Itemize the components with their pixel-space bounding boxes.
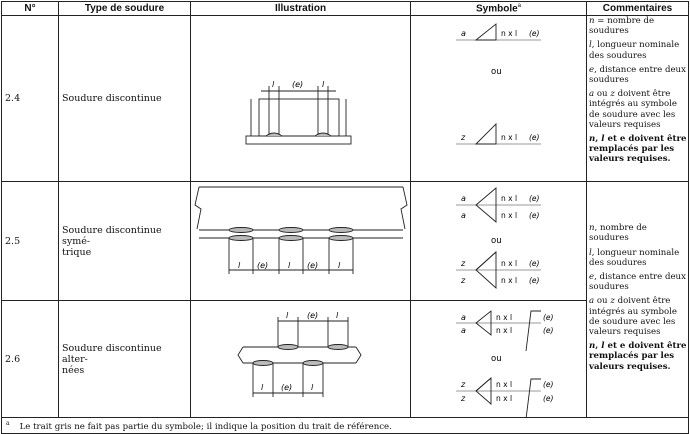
comment-text: ,: [595, 341, 602, 352]
weld-symbol-table: [1, 1, 689, 434]
comment-variable: z: [610, 296, 615, 307]
dim-l: l: [286, 311, 289, 320]
footnote-row: [2, 418, 689, 434]
comment-variable: l: [601, 134, 605, 145]
comment-item: [589, 89, 688, 130]
comment-text: doivent être intégrés au symbole de soudure avec les valeurs requises: [589, 89, 677, 130]
table-header-row: [2, 2, 689, 16]
header-symbol-footnote-mark: a: [517, 2, 522, 9]
symbol-a: a: [461, 29, 466, 38]
comment-item: [589, 40, 688, 60]
comment-variable: a: [589, 89, 595, 100]
dim-l: l: [288, 261, 291, 270]
symbol-cell: [411, 182, 587, 301]
symbol-z: z: [461, 380, 466, 389]
comment-text: ou: [594, 296, 611, 307]
symbol-diagram: [411, 16, 587, 181]
dim-l: l: [238, 261, 241, 270]
header-illustration: Illustration: [191, 2, 411, 16]
row-type: Soudure discontinue alter- nées: [59, 301, 191, 418]
comment-text: , longueur nominale des soudures: [589, 40, 680, 61]
comment-text: , nombre de soudures: [589, 223, 647, 244]
comment-item: [589, 248, 688, 268]
dim-l: l: [261, 383, 264, 392]
comment-item: [589, 65, 688, 85]
symbol-e: (e): [529, 29, 540, 38]
comment-variable: e: [589, 64, 595, 75]
or-label: ou: [491, 236, 502, 246]
table-row: [2, 301, 689, 418]
dim-e: (e): [292, 80, 304, 89]
symbol-z: z: [461, 276, 466, 285]
symbol-e: (e): [529, 133, 540, 142]
symbol-nxl: n x l: [501, 259, 518, 268]
table-row: [2, 182, 689, 301]
row-number: 2.4: [2, 16, 59, 182]
symbol-a: a: [461, 313, 466, 322]
comment-text: doivent être intégrés au symbole de soudure avec les valeurs requises: [589, 296, 677, 337]
symbol-e: (e): [529, 211, 540, 220]
symbol-nxl: n x l: [496, 380, 513, 389]
symbol-a: a: [461, 326, 466, 335]
symbol-nxl-e: n x l: [501, 29, 518, 38]
symbol-nxl: n x l: [501, 211, 518, 220]
comment-item: [589, 16, 688, 36]
comment-variable: l: [589, 40, 592, 51]
comment-variable: e: [589, 271, 595, 282]
row-number: 2.6: [2, 301, 59, 418]
footnote: [2, 418, 689, 434]
symbol-z: z: [461, 259, 466, 268]
intermittent-weld-illustration: [191, 16, 411, 181]
symbol-nxl: n x l: [496, 394, 513, 403]
dim-l: l: [311, 383, 314, 392]
symbol-e: (e): [529, 259, 540, 268]
comment-item: [589, 134, 688, 165]
comment-variable: l: [601, 341, 605, 352]
dim-l: l: [336, 311, 339, 320]
symbol-diagram: [411, 182, 587, 300]
comment-text: , longueur nominale des soudures: [589, 247, 680, 268]
comment-variable: n: [589, 16, 595, 26]
comment-text: = nombre de soudures: [589, 16, 655, 37]
symbol-cell: [411, 301, 587, 418]
comment-text: , distance entre deux soudures: [589, 271, 686, 293]
dim-e: (e): [307, 311, 319, 320]
comments-cell: [587, 182, 689, 418]
comments-cell: [587, 16, 689, 182]
footnote-mark: a: [6, 419, 10, 427]
symbol-e: (e): [543, 394, 554, 403]
symbol-e: (e): [543, 313, 554, 322]
symbol-e: (e): [543, 326, 554, 335]
comment-text: ou: [594, 89, 611, 100]
illustration-cell: [191, 301, 411, 418]
comment-item: [589, 341, 688, 372]
comment-variable: z: [610, 89, 615, 100]
illustration-cell: [191, 16, 411, 182]
dim-e: (e): [307, 261, 319, 270]
row-type: Soudure discontinue symé- trique: [59, 182, 191, 301]
symbol-e: (e): [529, 276, 540, 285]
row-number: 2.5: [2, 182, 59, 301]
symmetric-intermittent-weld-illustration: [191, 182, 411, 300]
row-type: Soudure discontinue: [59, 16, 191, 182]
symbol-nxl: n x l: [501, 194, 518, 203]
symbol-nxl: n x l: [501, 276, 518, 285]
comment-variable: n: [589, 341, 596, 352]
comment-text: , distance entre deux soudures: [589, 64, 686, 86]
header-no: N°: [2, 2, 59, 16]
comment-text: et e doivent être remplacés par les valeurs requises.: [589, 134, 687, 165]
staggered-intermittent-weld-illustration: [191, 301, 411, 417]
symbol-nxl-e: n x l: [501, 133, 518, 142]
dim-l-left: l: [272, 80, 275, 89]
dim-e: (e): [257, 261, 269, 270]
illustration-cell: [191, 182, 411, 301]
symbol-z: z: [461, 133, 466, 142]
comment-variable: n: [589, 134, 596, 145]
header-type: Type de soudure: [59, 2, 191, 16]
header-symbol-label: Symbole: [475, 3, 518, 15]
or-label: ou: [491, 67, 502, 77]
comment-item: [589, 223, 688, 243]
symbol-cell: [411, 16, 587, 182]
dim-l: l: [338, 261, 341, 270]
header-comments: Commentaires: [587, 2, 689, 16]
symbol-e: (e): [543, 380, 554, 389]
symbol-nxl: n x l: [496, 313, 513, 322]
comment-text: ,: [595, 134, 602, 145]
symbol-a: a: [461, 194, 466, 203]
table-row: [2, 16, 689, 182]
symbol-a: a: [461, 211, 466, 220]
comment-variable: n: [589, 223, 595, 234]
header-symbol: [411, 2, 587, 16]
comment-variable: l: [589, 247, 592, 258]
comment-item: [589, 296, 688, 337]
symbol-nxl: n x l: [496, 326, 513, 335]
comment-variable: a: [589, 296, 595, 307]
dim-l-right: l: [322, 80, 325, 89]
comment-text: et e doivent être remplacés par les valeurs requises.: [589, 341, 687, 372]
or-label: ou: [491, 354, 502, 364]
symbol-diagram: [411, 301, 587, 417]
symbol-e: (e): [529, 194, 540, 203]
comment-item: [589, 272, 688, 292]
dim-e: (e): [281, 383, 293, 392]
symbol-z: z: [461, 394, 466, 403]
footnote-text: Le trait gris ne fait pas partie du symbole; il indique la position du trait de référence.: [19, 421, 392, 432]
